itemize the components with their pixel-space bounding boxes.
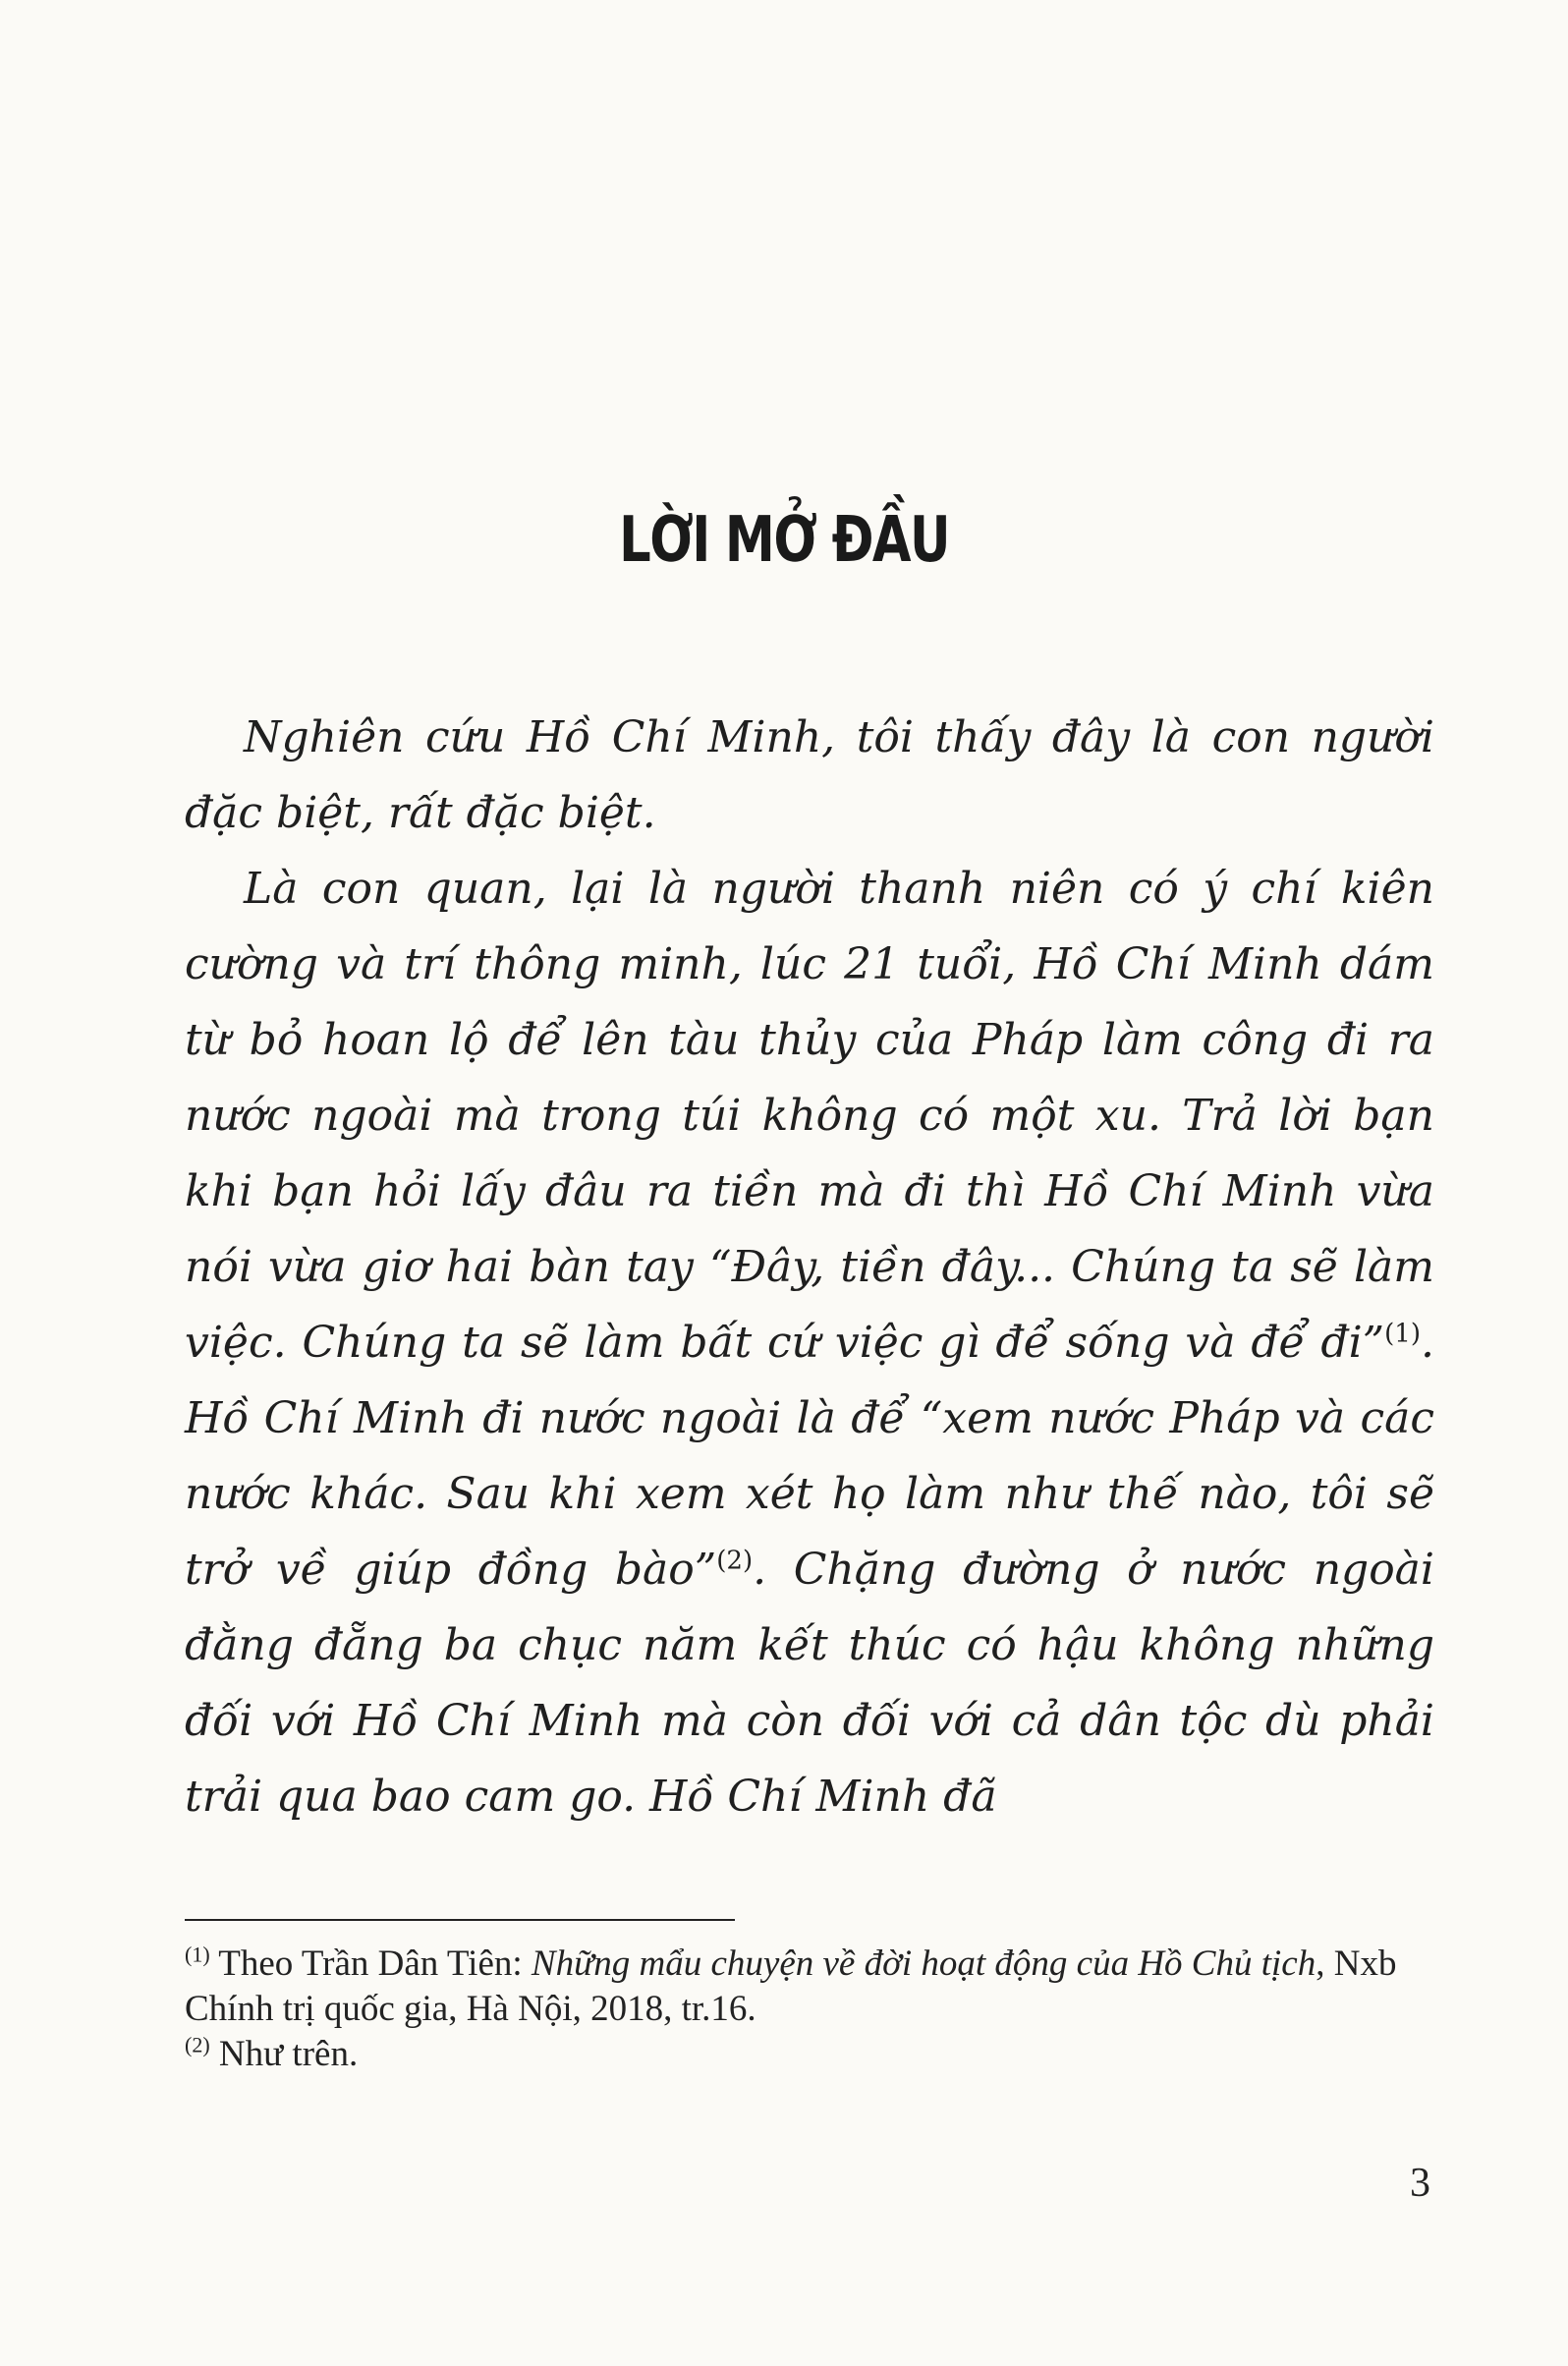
footnotes [185, 1942, 1434, 2077]
paragraph-2-text-a: Là con quan, lại là người thanh niên có ý chí kiên cường và trí thông minh, lúc 21 tuổi, Hồ Chí Minh dám từ bỏ hoan lộ để lên tàu thủy của Pháp làm công đi ra nước ngoài mà trong túi không có một xu. Trả lời bạn khi bạn hỏi lấy đâu ra tiền mà đi thì Hồ Chí Minh vừa nói vừa giơ hai bàn tay “Đây, tiền đây... Chúng ta sẽ làm việc. Chúng ta sẽ làm bất cứ việc gì để sống và để đi” [185, 864, 1434, 1368]
footnote-ref-2[interactable]: (2) [716, 1546, 754, 1576]
footnote-divider [185, 1919, 735, 1921]
paragraph-2-text-b: . Hồ Chí Minh đi nước ngoài là để “xem nước Pháp và các nước khác. Sau khi xem xét họ làm như thế nào, tôi sẽ trở về giúp đồng bào” [185, 1318, 1434, 1595]
paragraph-2-text-c: . Chặng đường ở nước ngoài đằng đẵng ba chục năm kết thúc có hậu không những đối với Hồ Chí Minh mà còn đối với cả dân tộc dù phải trải qua bao cam go. Hồ Chí Minh đã [185, 1545, 1434, 1822]
footnote-ref-1[interactable]: (1) [1384, 1319, 1421, 1349]
footnote-2-text: Như trên. [209, 2034, 359, 2074]
footnote-2-marker: (2) [185, 2032, 210, 2057]
page-number: 3 [1410, 2161, 1430, 2206]
paragraph-1-text: Nghiên cứu Hồ Chí Minh, tôi thấy đây là con người đặc biệt, rất đặc biệt. [185, 712, 1434, 838]
page-heading: LỜI MỞ ĐẦU [619, 503, 949, 577]
footnote-1 [185, 1942, 1434, 2032]
footnote-1-suffix: , Nxb Chính trị quốc gia, Hà Nội, 2018, tr.16. [185, 1944, 1397, 2029]
paragraph-2 [185, 851, 1434, 1834]
body-text [185, 700, 1434, 1834]
footnote-1-prefix: Theo Trần Dân Tiên: [209, 1944, 532, 1984]
footnote-1-title: Những mẩu chuyện về đời hoạt động của Hồ Chủ tịch [531, 1944, 1316, 1984]
paragraph-1 [185, 700, 1434, 851]
footnote-1-marker: (1) [185, 1942, 210, 1967]
footnote-2 [185, 2032, 1434, 2077]
